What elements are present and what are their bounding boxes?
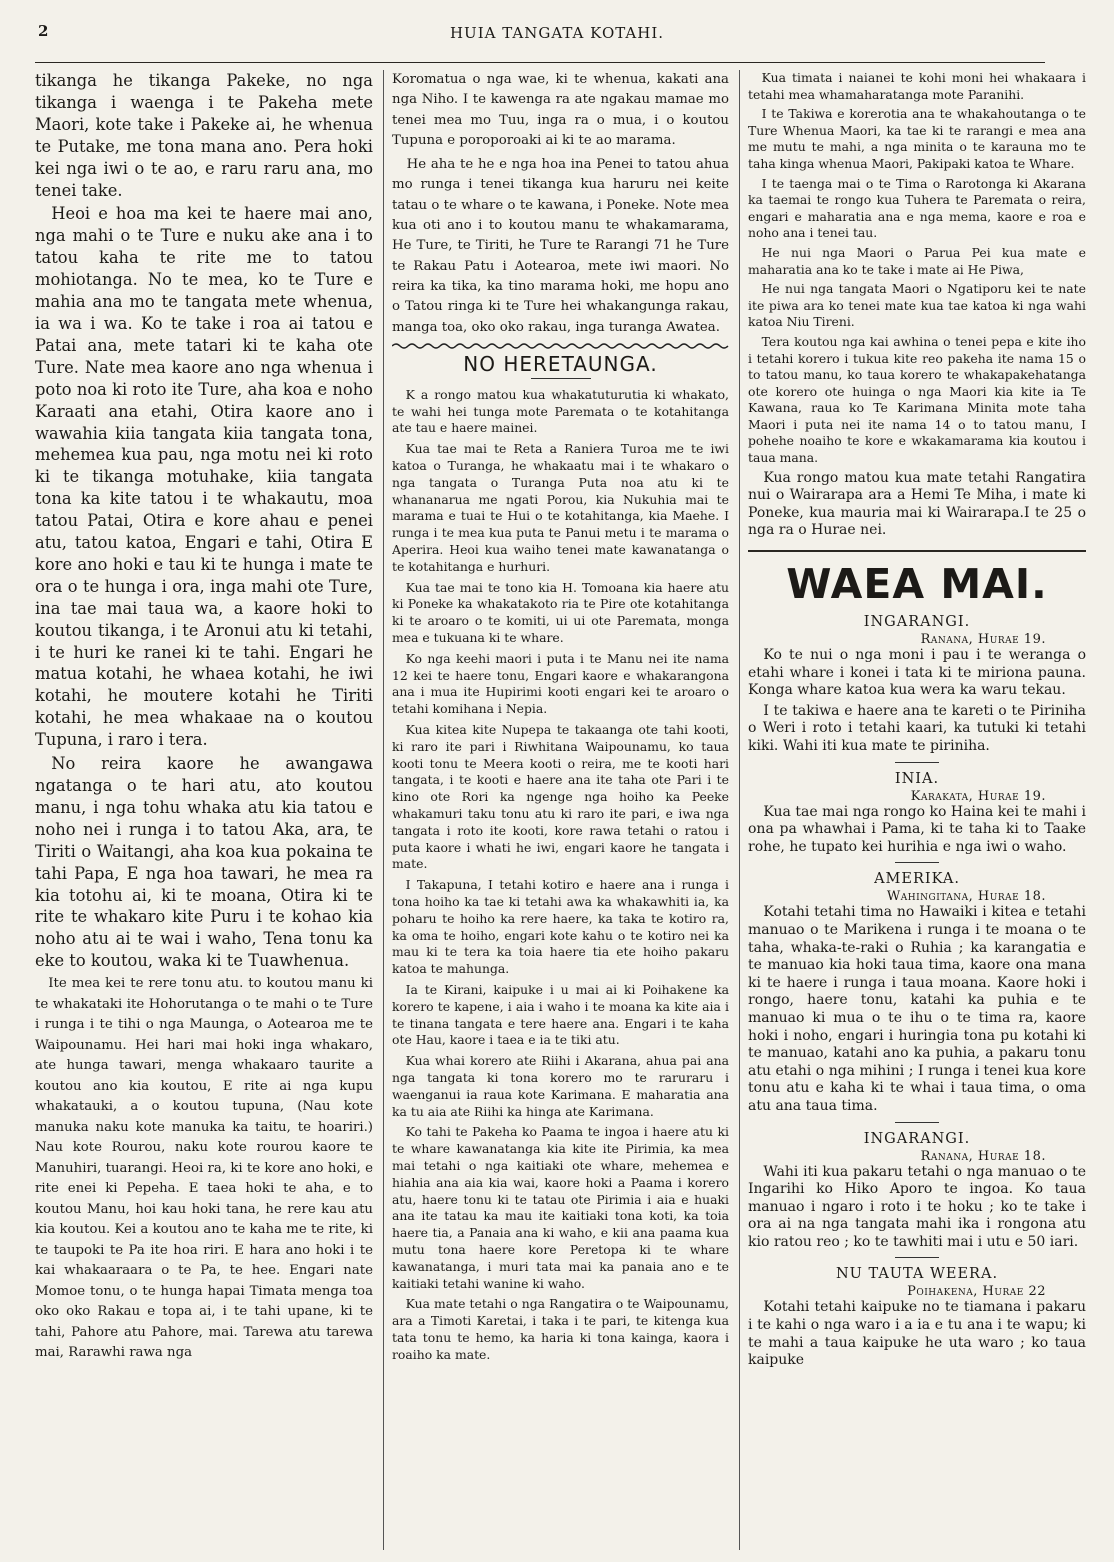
paragraph: Kua kitea kite Nupepa te takaanga ote tahi kooti, ki raro ite pari i Riwhitana Waipounamu, ko taua kooti tonu te Meera kooti o reira, me te kooti hari tangata, i te kooti e haere ana ite taha ote Pari i te kino ote Rori ka ngenge nga hoiho ka Peeke whakamuri taku tonu atu ki raro ite pari, e iwa nga tangata i roto ite kooti, kore rawa tetahi o ratou i puta kaore i whati he iwi, engari kaore he tangata i mate.	[392, 722, 729, 872]
column-3	[748, 70, 1086, 1555]
news-divider	[895, 1257, 939, 1258]
news-place: INGARANGI.	[863, 614, 971, 631]
news-text: Kotahi tetahi tima no Hawaiki i kitea e tetahi manuao o te Marikena i runga i te moana o te taha, whaka-te-raki o Ruhia ; ka karangatia e te manuao kia hoki taua tima, kaore ona mana ki te haere i runga i taua moana. Kaore hoki i rongo, haere tonu, katahi ka puhia e te manuao ki mua o te ihu o te tima ra, kaore hoki i noho, engari i huringia tona pu kotahi ki te manuao, katahi ano ka puhia, a pakaru tonu atu etahi o nga mihini ; I runga i tenei kua kore tonu atu e kaha ki te whai i taua tima, o oma atu ana taua tima.	[748, 904, 1086, 1114]
column-2	[392, 70, 729, 1555]
paragraph: Ko nga keehi maori i puta i te Manu nei ite nama 12 kei te haere tonu, Engari kaore e whakarangona ana i mua ite Hupirimi kooti engari kei te aroaro o tetahi komihana i Nepia.	[392, 650, 729, 717]
paragraph: Kua tae mai te tono kia H. Tomoana kia haere atu ki Poneke ka whakatakoto ria te Pire ote kotahitanga ki te aroaro o te komiti, ui ui ote Paremata, monga mea e tukuana ki te whare.	[392, 579, 729, 646]
section-heading: NO HERETAUNGA.	[463, 351, 658, 376]
paragraph: I te Takiwa e korerotia ana te whakahoutanga o te Ture Whenua Maori, ka tae ki te rarangi e mea ana me mutu te mahi, a nga minita o te karauna mo te taha kinga whenua Maori, Pakipaki katoa te Whare.	[748, 106, 1086, 171]
running-title: HUIA TANGATA KOTAHI.	[449, 24, 665, 42]
paragraph: Ia te Kirani, kaipuke i u mai ai ki Poihakene ka korero te kapene, i aia i waho i te moana ka kite aia i te tinana tangata e tere haere ana. Engari i te kaha ote Hau, kaore i taea e ia te tiki atu.	[392, 981, 729, 1048]
news-text: Ko te nui o nga moni i pau i te weranga o etahi whare i konei i tata ki te miriona pauna. Konga whare katoa kua wera ka waru tekau.	[748, 647, 1086, 699]
column-1	[35, 70, 373, 1555]
news-dateline: Wahingitana, Hurae 18.	[886, 889, 1046, 905]
wavy-rule	[392, 342, 729, 350]
news-text: Kotahi tetahi kaipuke no te tiamana i pakaru i te kahi o nga waro i a ia e tu ana i te wapu; ki te mahi a taua kaipuke he uta waro ; ko taua kaipuke	[748, 1299, 1086, 1369]
paragraph: He aha te he e nga hoa ina Penei to tatou ahua mo runga i tenei tikanga kua haruru nei keite tatau o te whare o te kawana, i Poneke. Note mea kua oti ano i to koutou manu te whakamarama, He Ture, te Tiriti, he Ture te Rarangi 71 he Ture te Rakau Patu i Aotearoa, mete iwi maori. No reira ka tika, ka tino marama hoki, me hopu ano o Tatou ringa ki te Ture hei whakangunga rakau, manga toa, oko oko rakau, inga turanga Awatea.	[392, 157, 729, 335]
header-rule	[35, 62, 1045, 63]
news-dateline: Ranana, Hurae 18.	[920, 1148, 1046, 1164]
news-dateline: Ranana, Hurae 19.	[920, 632, 1046, 648]
news-place: INIA.	[894, 770, 940, 787]
paragraph: Koromatua o nga wae, ki te whenua, kakati ana nga Niho. I te kawenga ra ate ngakau mamae mo tenei mea mo Tuu, inga ra o mua, i o koutou Tupuna e poroporoaki ai ki te ao marama.	[392, 72, 729, 148]
paragraph: I te taenga mai o te Tima o Rarotonga ki Akarana ka taemai te rongo kua Tuhera te Paremata o reira, engari e maharatia ana e nga mema, kaore e roa e noho ana i tenei tau.	[748, 175, 1086, 241]
section-rule	[748, 550, 1086, 552]
news-dateline: Poihakena, Hurae 22	[907, 1284, 1046, 1300]
news-divider	[895, 862, 939, 863]
paragraph: He nui nga tangata Maori o Ngatiporu kei te nate ite piwa ara ko tenei mate kua tae katoa ki nga wahi katoa Niu Tireni.	[748, 281, 1086, 330]
page-number: 2	[38, 22, 49, 40]
news-divider	[895, 762, 939, 763]
paragraph: Ite mea kei te rere tonu atu. to koutou manu ki te whakataki ite Hohorutanga o te mahi o te Ture i runga i te tihi o nga Maunga, o Aotearoa me te Waipounamu. Hei hari mai hoki inga whakaro, ate hunga tawari, menga whakaaro taurite a koutou ano kia koutou, E rite ai nga kupu whakatauki, a o koutou tupuna, (Nau kote manuka naku kote manuka ka taitu, te hoariri.) Nau kote Rourou, naku kote rourou kaore te Manuhiri, tuarangi. Heoi ra, ki te kore ano hoki, e rite enei ki Pepeha. E taea hoki te aha, e to koutou Manu, hoi kau hoki tana, he rere kau atu kia koutou. Kei a koutou ano te kaha me te rite, ki te taupoki te Pa ite hoa riri. E hara ano hoki i te kai whakaaraara o te Pa, te hee. Engari nate Momoe tonu, o te hunga hapai Timata menga toa oko oko Rakau e topa ai, i te tahi upane, ki te tahi, Pahore atu Pahore, mai. Tarewa atu tarewa mai, Rarawhi rawa nga	[35, 976, 373, 1361]
paragraph: I Takapuna, I tetahi kotiro e haere ana i runga i tona hoiho ka tae ki tetahi awa ka whakawhiti ia, ka poharu te hoiho ka rere haere, ka taka te kotiro ra, ka oma te hoiho, engari kote kahu o te kotiro nei ka mau ki te tera ka toia haere tia ete hoiho pakaru katoa te mahunga.	[392, 877, 729, 977]
paragraph: He nui nga Maori o Parua Pei kua mate e maharatia ana ko te take i mate ai He Piwa,	[748, 244, 1086, 277]
paragraph: Kua whai korero ate Riihi i Akarana, ahua pai ana nga tangata ki tona korero mo te raruraru i waenganui ia raua kote Karimana. E maharatia ana ka tu aia ate Riihi ka hinga ate Karimana.	[392, 1053, 729, 1119]
news-dateline: Karakata, Hurae 19.	[910, 788, 1046, 804]
news-text: I te takiwa e haere ana te kareti o te Piriniha o Weri i roto i tetahi kaari, ka tutuki ki tetahi kiki. Wahi iti kua mate te piriniha.	[748, 702, 1086, 754]
column-separator	[739, 70, 740, 1550]
heading-rule	[531, 378, 591, 379]
paragraph: K a rongo matou kua whakatuturutia ki whakato, te wahi hei tunga mote Paremata o te kotahitanga ate tau e haere mainei.	[392, 386, 729, 436]
paragraph: tikanga he tikanga Pakeke, no nga tikanga i waenga i te Pakeha mete Maori, kote take i Pakeke ai, he whenua te Putake, me tona mana ano. Pera hoki kei nga iwi o te ao, e raru raru ana, mo tenei take.	[35, 71, 373, 200]
paragraph: Kua timata i naianei te kohi moni hei whakaara i tetahi mea whamaharatanga mote Paranihi.	[748, 70, 1086, 102]
paragraph: Kua rongo matou kua mate tetahi Rangatira nui o Wairarapa ara a Hemi Te Miha, i mate ki Poneke, kua mauria mai ki Wairarapa.I te 25 o nga ra o Hurae nei.	[748, 469, 1086, 539]
paragraph: Tera koutou nga kai awhina o tenei pepa e kite iho i tetahi korero i tukua kite reo pakeha ite nama 15 o to tatou manu, ko taua korero te whakapakehatanga ote korero ote huinga o nga Maori kia kite ia Te Kawana, raua ko Te Karimana Minita mote taha Maori i puta nei ite nama 14 o to tatou manu, I pohehe noaiho te kore e wkakamarama kia koutou i taua mana.	[748, 333, 1086, 466]
paragraph: Ko tahi te Pakeha ko Paama te ingoa i haere atu ki te whare kawanatanga kia kite ite Pirimia, ka mea mai tetahi o nga kaitiaki ote whare, mehemea e hiahia ana aia kia wai, kaore hoki a Paama i korero atu, haere tonu ki te tatau ote Pirimia i aia e huaki ana ite tatau ka mau ite kaitiaki tona koti, ka toia haere tia, a Panaia ana ki waho, e kii ana paama kua mutu tona haere kore Peretopa ki te whare kawanatanga, i muri tata mai ka panaia ano e te kaitiaki tetahi wanine ki waho.	[392, 1124, 729, 1291]
news-place: NU TAUTA WEERA.	[835, 1266, 999, 1283]
news-text: Wahi iti kua pakaru tetahi o nga manuao o te Ingarihi ko Hiko Aporo te ingoa. Ko taua manuao i ngaro i roto i te hoku ; ko te take i ora ai na nga tangata mahi ika i rongona atu kio ratou reo ; ko te tawhiti mai i utu e 50 iari.	[748, 1163, 1086, 1250]
news-place: AMERIKA.	[874, 871, 960, 888]
news-divider	[895, 1122, 939, 1123]
column-separator	[383, 70, 384, 1550]
news-text: Kua tae mai nga rongo ko Haina kei te mahi i ona pa whawhai i Pama, ki te taha ki to Taake rohe, he tupato kei hurihia e nga iwi o waho.	[748, 803, 1086, 855]
waea-heading: WAEA MAI.	[786, 560, 1048, 609]
paragraph: No reira kaore he awangawa ngatanga o te hari atu, ato koutou manu, i nga tohu whaka atu kia tatou e noho nei i runga i to tatou Aka, ara, te Tiriti o Waitangi, aha koa kua pokaina te tahi Papa, E nga hoa tawari, he mea ra kia totohu ai, ki te moana, Otira ki te rite te whakaro kite Puru i te kohao kia noho atu ai te wai i waho, Tena tonu ka eke to koutou, waka ki te Tuawhenua.	[35, 754, 373, 971]
paragraph: Kua mate tetahi o nga Rangatira o te Waipounamu, ara a Timoti Karetai, i taka i te pari, te kitenga kua tata tonu te hemo, ka haria ki tona kainga, kaora i roaiho ka mate.	[392, 1296, 729, 1362]
paragraph: Heoi e hoa ma kei te haere mai ano, nga mahi o te Ture e nuku ake ana i to tatou kaha te rite me to tatou mohiotanga. No te mea, ko te Ture e mahia ana mo te tangata mete whenua, ia wa i wa. Ko te take i roa ai tatou e Patai ana, mete tatari ki te kaha ote Ture. Nate mea kaore ano nga whenua i poto noa ki roto ite Ture, aha koa e noho Karaati ana etahi, Otira kaore ano i wawahia kiia tangata kiia tangata tona, mehemea kua pau, nga motu nei ki roto ki te tikanga motuhake, kiia tangata tona ka kite tatou i te whakautu, moa tatou Patai, Otira e kore ahau e penei atu, tatou katoa, Engari e tahi, Otira E kore ano hoki e tau ki te hunga i mate te ora o te hunga i ora, inga mahi ote Ture, ina tae mai taua wa, a kaore hoki to koutou tikanga, i te Aronui atu ki tetahi, i te huri ke ranei ki te tahi. Engari he matua kotahi, he whaea kotahi, he iwi kotahi, he moutere kotahi he Tiriti kotahi, he mea whakaae na o koutou Tupuna, i raro i tera.	[35, 204, 373, 750]
news-place: INGARANGI.	[863, 1130, 971, 1147]
paragraph: Kua tae mai te Reta a Raniera Turoa me te iwi katoa o Turanga, he whakaatu mai i te whakaro o nga tangata o Turanga Puta noa atu ki te whananarua me ngati Porou, kia Nukuhia mai te marama e tuai te Hui o te kotahitanga, kia Maehe. I runga i te mea kua puta te Panui metu i te marama o Aperira. Heoi kua waiho tenei mate kawanatanga o te kotahitanga e hurhuri.	[392, 441, 729, 574]
